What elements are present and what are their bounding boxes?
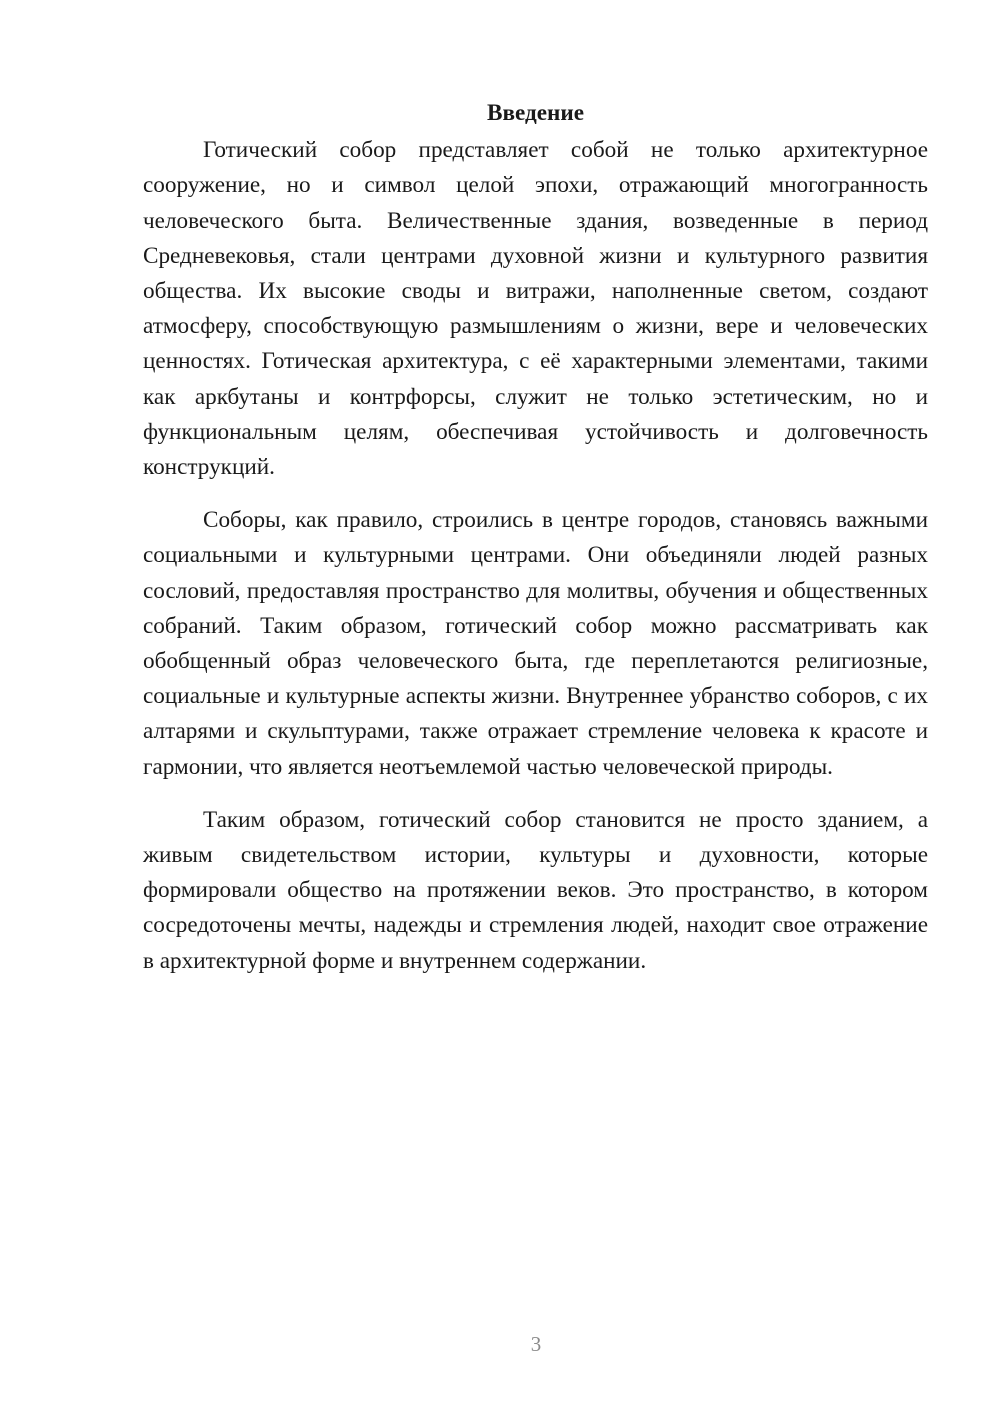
- paragraph-1: Готический собор представляет собой не только архитектурное сооружение, но и символ целой эпохи, отражающий многогранность человеческого быта. Величественные здания, возведенные в период Средневековья, стали центрами духовной жизни и культурного развития общества. Их высокие своды и витражи, наполненные светом, создают атмосферу, способствующую размышлениям о жизни, вере и человеческих ценностях. Готическая архитектура, с её характерными элементами, такими как аркбутаны и контрфорсы, служит не только эстетическим, но и функциональным целям, обеспечивая устойчивость и долговечность конструкций.: [143, 137, 928, 481]
- page-content: [143, 96, 928, 997]
- paragraph-2: Соборы, как правило, строились в центре городов, становясь важными социальными и культурными центрами. Они объединяли людей разных сословий, предоставляя пространство для молитвы, обучения и общественных собраний. Таким образом, готический собор можно рассматривать как обобщенный образ человеческого быта, где переплетаются религиозные, социальные и культурные аспекты жизни. Внутреннее убранство соборов, с их алтарями и скульптурами, также отражает стремление человека к красоте и гармонии, что является неотъемлемой частью человеческой природы.: [143, 507, 928, 780]
- section-title: Введение: [486, 100, 584, 126]
- paragraph-3: Таким образом, готический собор становится не просто зданием, а живым свидетельством истории, культуры и духовности, которые формировали общество на протяжении веков. Это пространство, в котором сосредоточены мечты, надежды и стремления людей, находит свое отражение в архитектурной форме и внутреннем содержании.: [143, 806, 928, 974]
- page-number: 3: [530, 1332, 542, 1356]
